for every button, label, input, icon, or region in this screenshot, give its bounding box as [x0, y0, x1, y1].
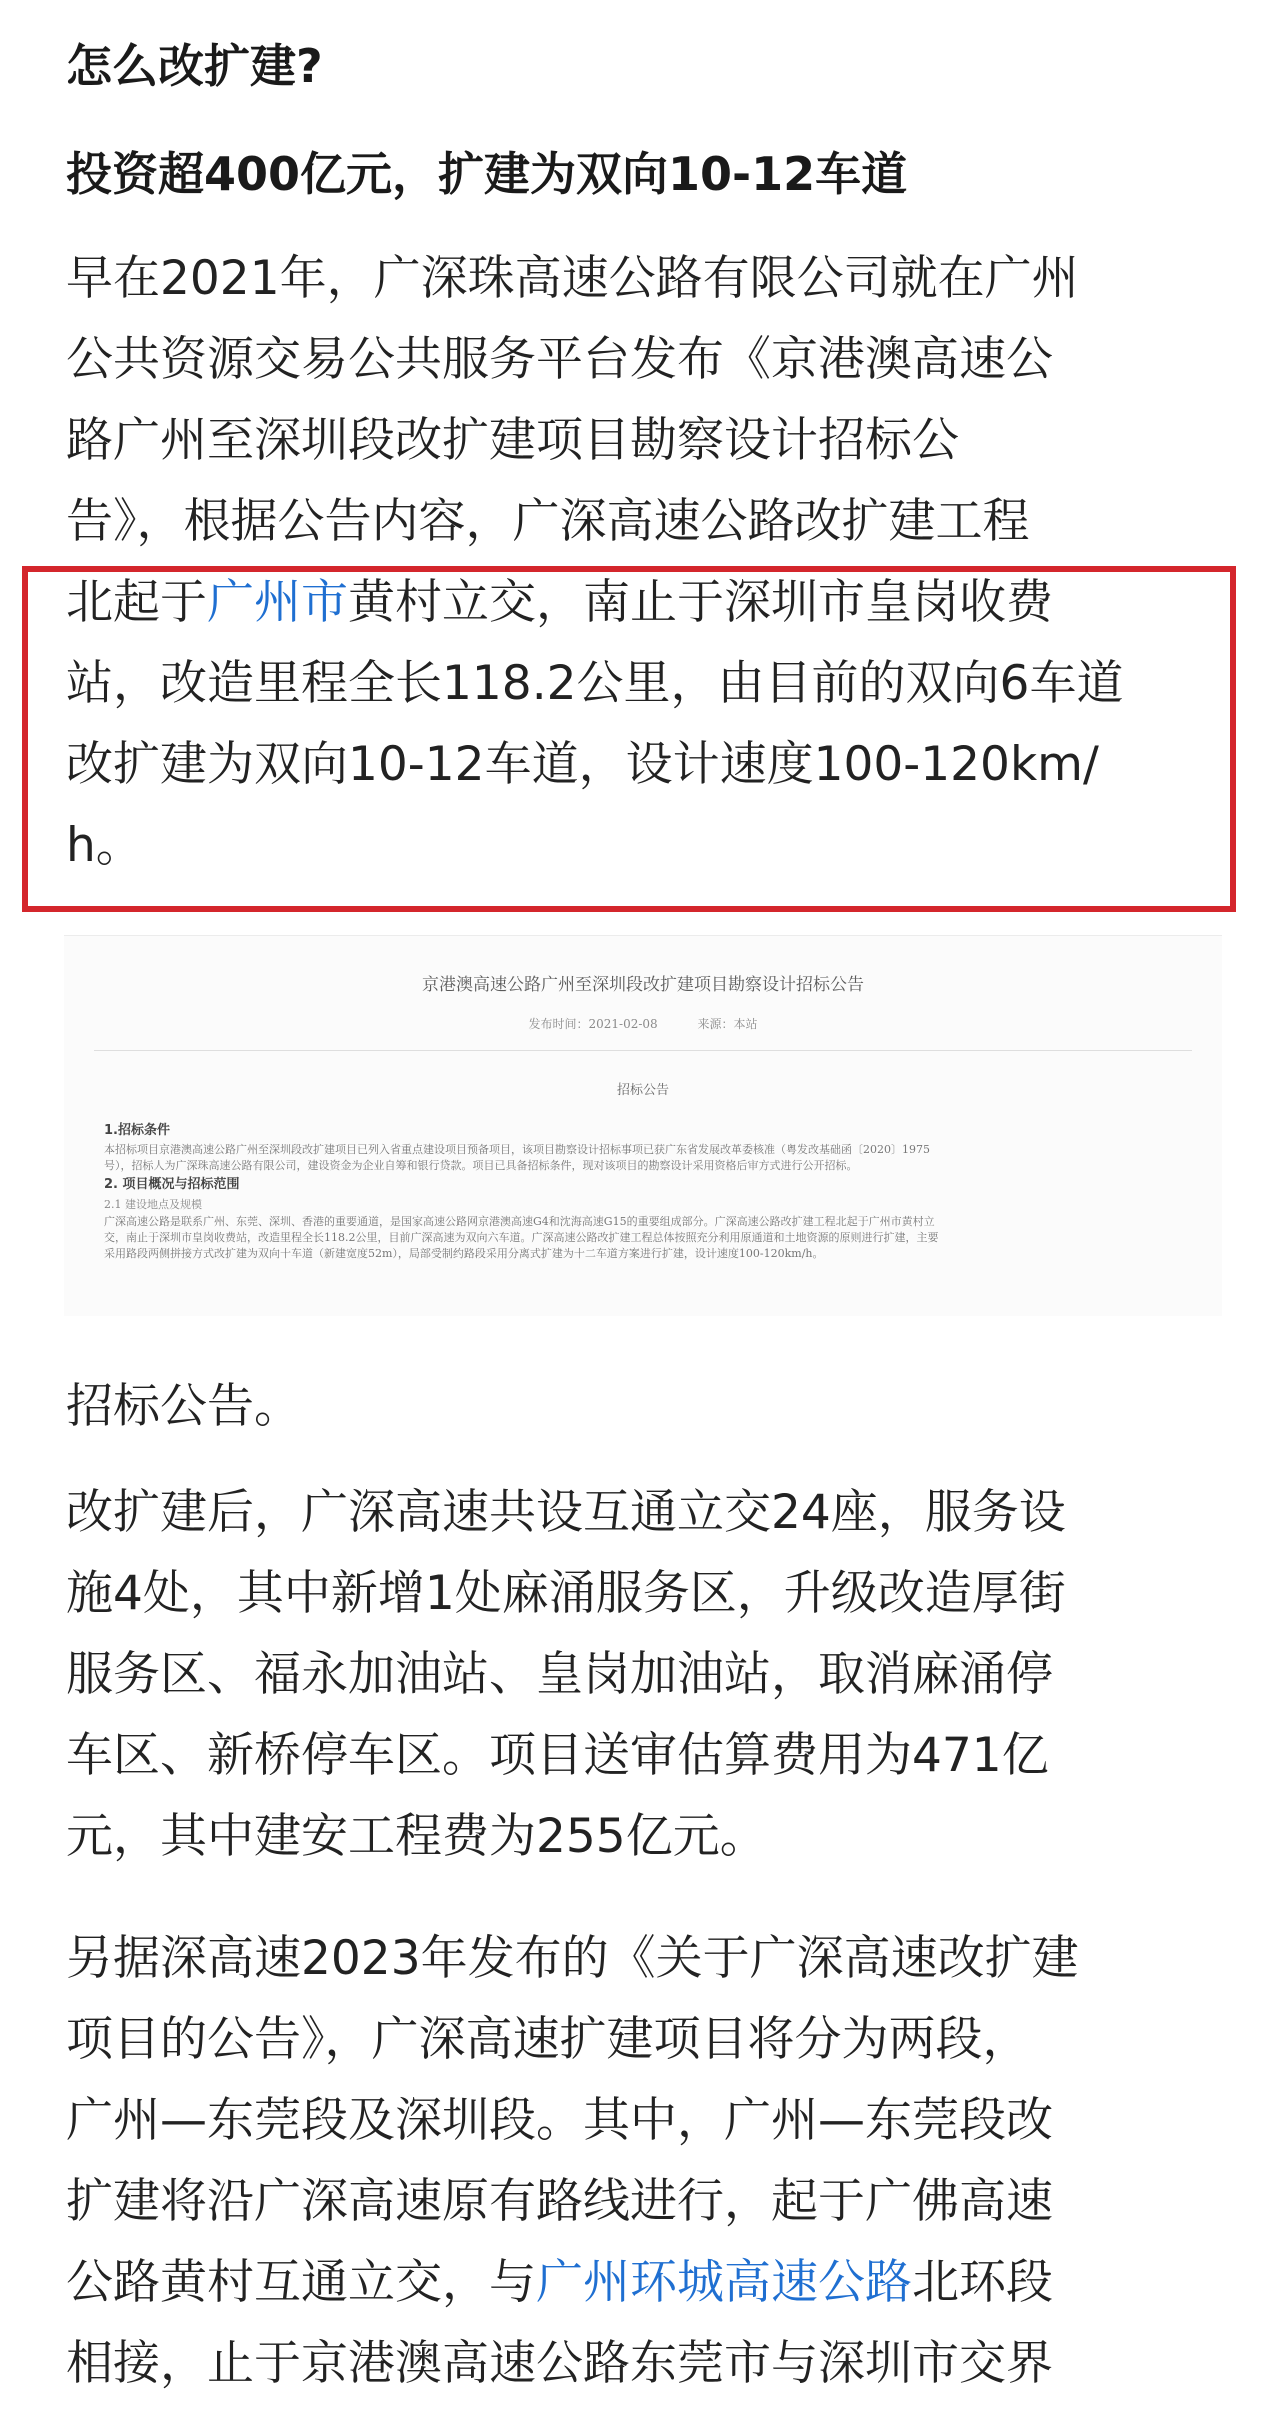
paragraph-line: 路广州至深圳段改扩建项目勘察设计招标公	[66, 413, 959, 468]
paragraph-line: 广州—东莞段及深圳段。其中，广州—东莞段改	[66, 2093, 1053, 2148]
paragraph-line: 另据深高速2023年发布的《关于广深高速改扩建	[66, 1931, 1079, 1986]
section-heading: 怎么改扩建?	[66, 39, 323, 93]
image-caption	[66, 1366, 1228, 1447]
notice-title: 京港澳高速公路广州至深圳段改扩建项目勘察设计招标公告	[422, 975, 864, 995]
text-segment: 黄村立交，南止于深圳市皇岗收费	[348, 575, 1053, 630]
notice-body	[104, 1120, 1182, 1262]
text-segment: 北环段	[912, 2255, 1053, 2310]
paragraph-line: 元，其中建安工程费为255亿元。	[66, 1809, 767, 1864]
paragraph-line: 站，改造里程全长118.2公里，由目前的双向6车道	[66, 656, 1124, 711]
notice-heading: 招标公告	[616, 1083, 669, 1098]
text-segment: 北起于	[66, 575, 207, 630]
text-segment: 公路黄村互通立交，与	[66, 2255, 536, 2310]
notice-text-line: 交，南止于深圳市皇岗收费站，改造里程全长118.2公里，目前广深高速为双向六车道。广深高速公路改扩建工程总体按照充分利用原通道和土地资源的原则进行扩建，主要	[104, 1231, 939, 1244]
paragraph-line: 改扩建后，广深高速共设互通立交24座，服务设	[66, 1485, 1066, 1540]
paragraph-line: 扩建将沿广深高速原有路线进行，起于广佛高速	[66, 2174, 1053, 2229]
notice-publish-time: 发布时间：2021-02-08	[528, 1017, 658, 1031]
subheading: 投资超400亿元，扩建为双向10-12车道	[66, 147, 908, 201]
paragraph-line: 公共资源交易公共服务平台发布《京港澳高速公	[66, 332, 1053, 387]
paragraph-line: 告》，根据公告内容，广深高速公路改扩建工程	[66, 494, 1030, 549]
notice-text-line: 号），招标人为广深珠高速公路有限公司，建设资金为企业自筹和银行贷款。项目已具备招标条件，现对该项目的勘察设计采用资格后审方式进行公开招标。	[104, 1159, 858, 1172]
paragraph-line: h。	[66, 818, 143, 873]
paragraph-line: 早在2021年，广深珠高速公路有限公司就在广州	[66, 251, 1079, 306]
caption-text: 招标公告。	[66, 1379, 301, 1434]
notice-section-title: 1.招标条件	[104, 1123, 170, 1138]
notice-text-line: 采用路段两侧拼接方式改扩建为双向十车道（新建宽度52m），局部受制约路段采用分离式扩建为十二车道方案进行扩建，设计速度100-120km/h。	[104, 1247, 824, 1260]
link-guangzhou-ring-expressway[interactable]: 广州环城高速公路	[536, 2255, 912, 2310]
paragraph-line: 项目的公告》，广深高速扩建项目将分为两段，	[66, 2012, 1030, 2067]
notice-text-line: 广深高速公路是联系广州、东莞、深圳、香港的重要通道，是国家高速公路网京港澳高速G4和沈海高速G15的重要组成部分。广深高速公路改扩建工程北起于广州市黄村立	[104, 1215, 935, 1228]
paragraph-line: 施4处，其中新增1处麻涌服务区，升级改造厚街	[66, 1566, 1066, 1621]
tender-notice-image	[64, 935, 1222, 1316]
paragraph-intro	[66, 238, 1228, 562]
notice-meta	[64, 1015, 1222, 1032]
notice-divider	[94, 1050, 1192, 1051]
paragraph-line	[66, 2242, 1228, 2323]
notice-subsection-title: 2.1 建设地点及规模	[104, 1198, 202, 1211]
paragraph-line: 车区、新桥停车区。项目送审估算费用为471亿	[66, 1728, 1049, 1783]
notice-text-line: 本招标项目京港澳高速公路广州至深圳段改扩建项目已列入省重点建设项目预备项目，该项目勘察设计招标事项已获广东省发展改革委核准（粤发改基础函〔2020〕1975	[104, 1143, 930, 1156]
notice-source: 来源：本站	[697, 1017, 758, 1031]
paragraph-sections	[66, 1918, 1228, 2404]
link-guangzhou[interactable]: 广州市	[207, 575, 348, 630]
paragraph-line: 服务区、福永加油站、皇岗加油站，取消麻涌停	[66, 1647, 1053, 1702]
paragraph-after-expansion	[66, 1472, 1228, 1877]
paragraph-line: 相接，止于京港澳高速公路东莞市与深圳市交界	[66, 2336, 1053, 2391]
highlight-box	[22, 566, 1236, 912]
notice-section-title: 2. 项目概况与招标范围	[104, 1177, 240, 1192]
paragraph-line: 改扩建为双向10-12车道，设计速度100-120km/	[66, 737, 1099, 792]
